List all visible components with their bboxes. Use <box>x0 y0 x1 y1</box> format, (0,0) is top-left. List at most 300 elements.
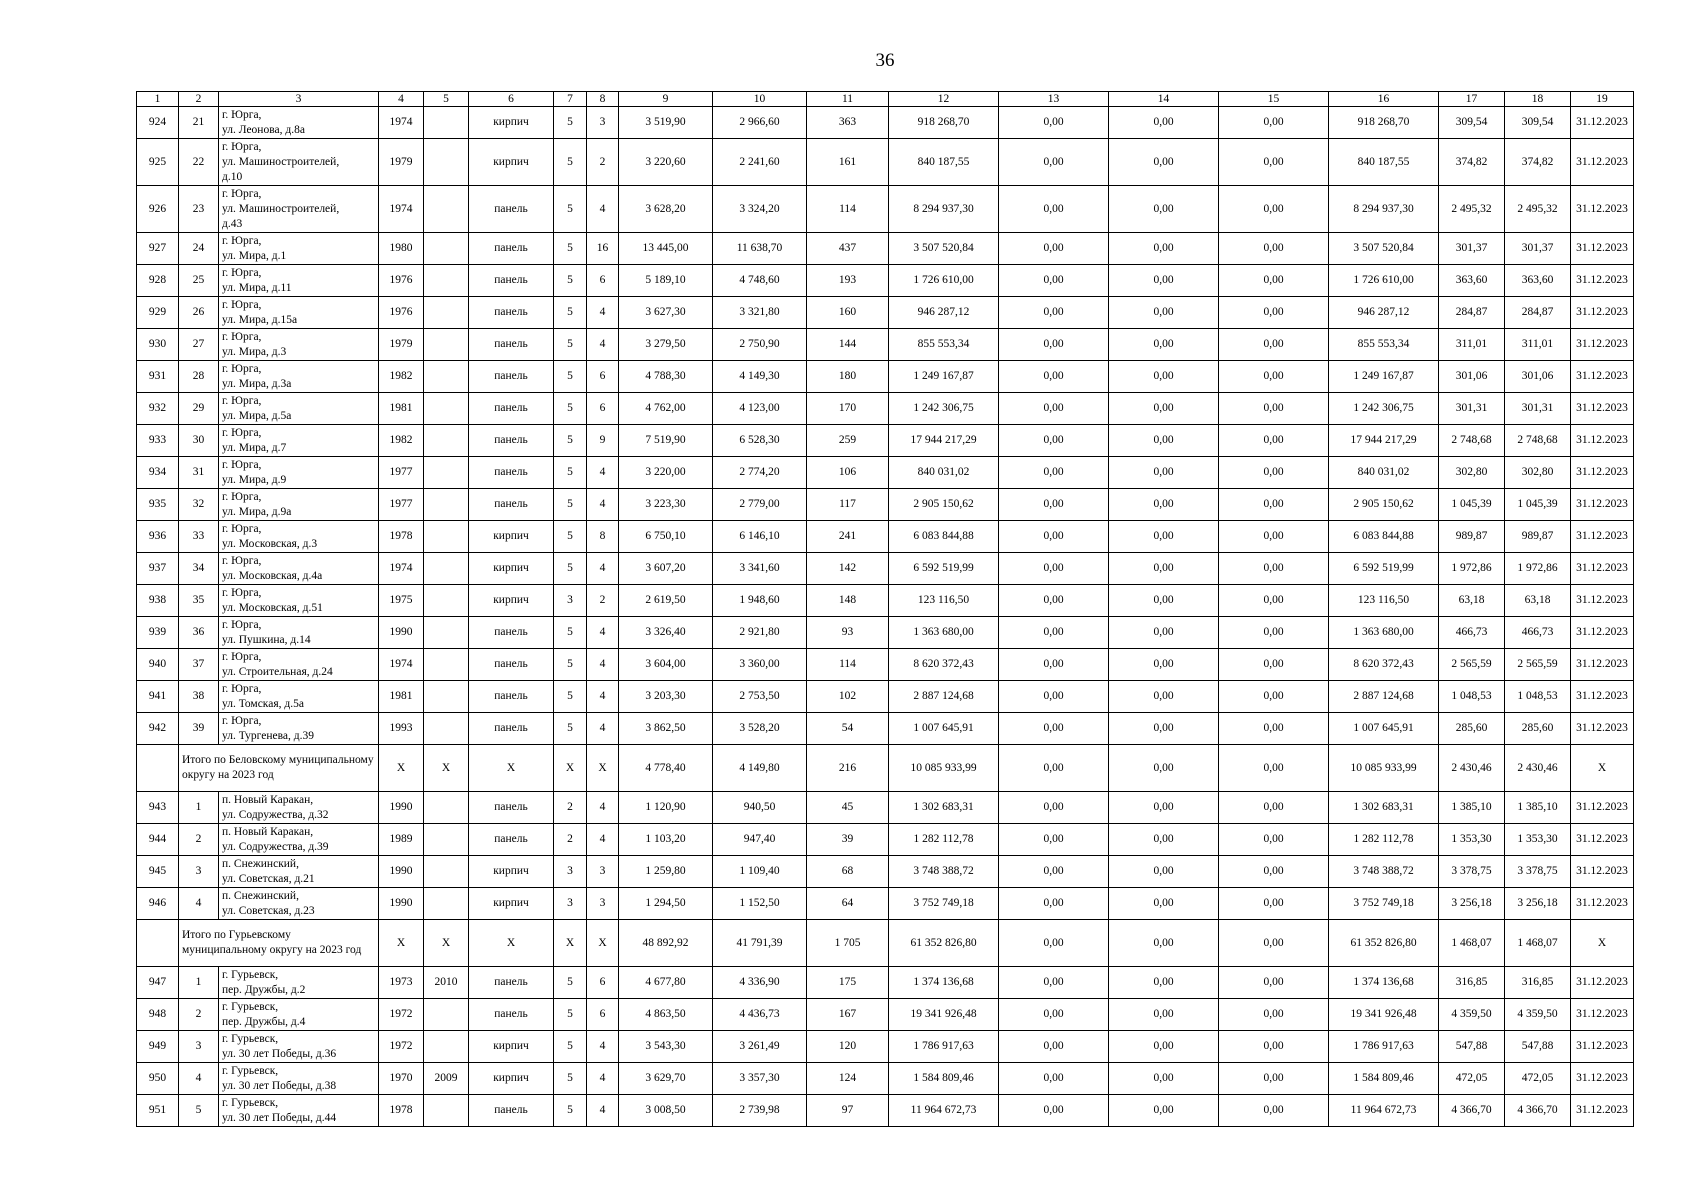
table-cell: 0,00 <box>999 329 1109 361</box>
table-cell <box>424 107 469 139</box>
table-cell: 123 116,50 <box>1329 585 1439 617</box>
table-cell: 31.12.2023 <box>1571 265 1634 297</box>
table-cell <box>424 617 469 649</box>
table-cell: панель <box>469 489 554 521</box>
table-cell: 3 261,49 <box>713 1031 807 1063</box>
table-cell: 142 <box>807 553 889 585</box>
table-cell: 0,00 <box>1219 186 1329 233</box>
table-cell: 5 <box>554 489 587 521</box>
table-cell: 1 242 306,75 <box>1329 393 1439 425</box>
table-row <box>137 489 1634 521</box>
table-cell: 4 436,73 <box>713 999 807 1031</box>
table-cell: 1 282 112,78 <box>889 824 999 856</box>
table-cell: 8 <box>587 521 619 553</box>
table-cell: 4 <box>179 1063 219 1095</box>
table-cell: 0,00 <box>1109 1095 1219 1127</box>
table-cell: 1974 <box>379 553 424 585</box>
table-row <box>137 186 1634 233</box>
table-cell: 7 519,90 <box>619 425 713 457</box>
table-cell: 0,00 <box>1109 329 1219 361</box>
table-cell: панель <box>469 649 554 681</box>
table-cell: 929 <box>137 297 179 329</box>
table-cell: 949 <box>137 1031 179 1063</box>
table-cell <box>424 425 469 457</box>
table-cell: 2 <box>554 824 587 856</box>
address-cell: г. Юрга, ул. Мира, д.1 <box>219 233 379 265</box>
table-cell: 2 887 124,68 <box>889 681 999 713</box>
table-cell: 4 788,30 <box>619 361 713 393</box>
address-cell: г. Юрга, ул. Мира, д.15а <box>219 297 379 329</box>
table-cell <box>424 792 469 824</box>
table-cell: 26 <box>179 297 219 329</box>
table-cell: 0,00 <box>1109 553 1219 585</box>
table-cell: 1 726 610,00 <box>889 265 999 297</box>
table-cell: 311,01 <box>1439 329 1505 361</box>
table-cell: 3 629,70 <box>619 1063 713 1095</box>
table-cell: 0,00 <box>1109 585 1219 617</box>
table-cell: 5 <box>554 681 587 713</box>
table-row <box>137 585 1634 617</box>
table-cell: 301,06 <box>1505 361 1571 393</box>
table-cell: 28 <box>179 361 219 393</box>
table-cell: 936 <box>137 521 179 553</box>
table-cell: 38 <box>179 681 219 713</box>
table-cell: 1982 <box>379 361 424 393</box>
table-cell <box>424 888 469 920</box>
table-cell: 0,00 <box>999 824 1109 856</box>
table-cell: 0,00 <box>1219 297 1329 329</box>
address-cell: г. Юрга, ул. Московская, д.51 <box>219 585 379 617</box>
table-cell: 855 553,34 <box>889 329 999 361</box>
table-cell: 4 748,60 <box>713 265 807 297</box>
total-row <box>137 920 1634 967</box>
table-cell: 37 <box>179 649 219 681</box>
page-number: 36 <box>875 50 895 71</box>
table-cell: 2 921,80 <box>713 617 807 649</box>
table-cell: 0,00 <box>999 265 1109 297</box>
table-cell: 946 287,12 <box>1329 297 1439 329</box>
table-cell: 939 <box>137 617 179 649</box>
table-cell: X <box>469 745 554 792</box>
table-cell: 8 620 372,43 <box>889 649 999 681</box>
table-cell: панель <box>469 233 554 265</box>
table-row <box>137 967 1634 999</box>
table-cell: 374,82 <box>1505 139 1571 186</box>
table-cell: 3 <box>554 585 587 617</box>
table-cell: 3 752 749,18 <box>889 888 999 920</box>
table-cell <box>424 265 469 297</box>
table-cell: 2 <box>587 139 619 186</box>
table-cell: 989,87 <box>1439 521 1505 553</box>
table-cell: X <box>1571 920 1634 967</box>
address-cell: п. Новый Каракан, ул. Содружества, д.32 <box>219 792 379 824</box>
table-cell: 5 <box>554 233 587 265</box>
table-cell: 11 964 672,73 <box>889 1095 999 1127</box>
address-cell: г. Гурьевск, ул. 30 лет Победы, д.36 <box>219 1031 379 1063</box>
address-cell: г. Гурьевск, пер. Дружбы, д.2 <box>219 967 379 999</box>
table-cell: 0,00 <box>1109 361 1219 393</box>
table-cell: 284,87 <box>1439 297 1505 329</box>
table-cell: 0,00 <box>999 999 1109 1031</box>
table-cell: 4 149,30 <box>713 361 807 393</box>
table-cell: 927 <box>137 233 179 265</box>
table-cell: 0,00 <box>999 457 1109 489</box>
table-cell: 0,00 <box>999 489 1109 521</box>
table-cell: 1 302 683,31 <box>1329 792 1439 824</box>
table-cell: 840 187,55 <box>889 139 999 186</box>
table-cell: X <box>587 745 619 792</box>
table-cell: 301,37 <box>1439 233 1505 265</box>
address-cell: г. Юрга, ул. Машиностроителей, д.10 <box>219 139 379 186</box>
table-cell: 0,00 <box>1109 617 1219 649</box>
table-cell: 5 <box>554 361 587 393</box>
table-cell: 4 336,90 <box>713 967 807 999</box>
table-cell: панель <box>469 617 554 649</box>
total-label: Итого по Гурьевскому муниципальному округу на 2023 год <box>179 920 379 967</box>
table-cell: 0,00 <box>1109 745 1219 792</box>
table-cell: 1 045,39 <box>1505 489 1571 521</box>
table-cell: 3 326,40 <box>619 617 713 649</box>
table-cell: 937 <box>137 553 179 585</box>
table-cell: 1974 <box>379 649 424 681</box>
table-cell: 4 <box>587 489 619 521</box>
table-cell: 0,00 <box>1219 713 1329 745</box>
table-cell: 1 385,10 <box>1439 792 1505 824</box>
table-cell: 1974 <box>379 186 424 233</box>
column-header: 14 <box>1109 92 1219 107</box>
table-cell: 928 <box>137 265 179 297</box>
table-cell: 31.12.2023 <box>1571 1031 1634 1063</box>
table-cell: 1 468,07 <box>1505 920 1571 967</box>
table-cell: 0,00 <box>999 888 1109 920</box>
table-cell: 4 359,50 <box>1505 999 1571 1031</box>
table-cell: 1 045,39 <box>1439 489 1505 521</box>
table-cell: 1 726 610,00 <box>1329 265 1439 297</box>
table-cell: 3 223,30 <box>619 489 713 521</box>
table-cell: 3 528,20 <box>713 713 807 745</box>
table-cell: панель <box>469 967 554 999</box>
table-cell: 5 <box>554 1031 587 1063</box>
table-cell: 1993 <box>379 713 424 745</box>
table-row <box>137 713 1634 745</box>
table-cell: панель <box>469 824 554 856</box>
table-cell: 2 <box>179 999 219 1031</box>
table-cell: 2 430,46 <box>1439 745 1505 792</box>
table-cell: 35 <box>179 585 219 617</box>
table-cell: 946 <box>137 888 179 920</box>
table-row <box>137 681 1634 713</box>
table-row <box>137 107 1634 139</box>
table-cell: 1 <box>179 792 219 824</box>
table-cell: 17 944 217,29 <box>1329 425 1439 457</box>
table-cell: 0,00 <box>1109 186 1219 233</box>
table-cell: 0,00 <box>1219 393 1329 425</box>
table-cell: 0,00 <box>999 1095 1109 1127</box>
table-cell: 1 007 645,91 <box>889 713 999 745</box>
table-cell: X <box>554 745 587 792</box>
table-cell: панель <box>469 792 554 824</box>
table-cell: 1976 <box>379 265 424 297</box>
table-cell: 5 <box>554 521 587 553</box>
table-cell: 0,00 <box>999 393 1109 425</box>
table-cell: 5 <box>554 1095 587 1127</box>
table-cell: 2 748,68 <box>1439 425 1505 457</box>
table-cell: 1 786 917,63 <box>1329 1031 1439 1063</box>
table-cell <box>424 1031 469 1063</box>
table-cell: 302,80 <box>1505 457 1571 489</box>
column-header: 6 <box>469 92 554 107</box>
table-cell: 940 <box>137 649 179 681</box>
table-cell: 0,00 <box>1219 553 1329 585</box>
table-cell: 0,00 <box>1219 585 1329 617</box>
total-label: Итого по Беловскому муниципальному округу на 2023 год <box>179 745 379 792</box>
table-cell: 0,00 <box>1109 967 1219 999</box>
table-cell: 0,00 <box>1109 792 1219 824</box>
table-cell: 0,00 <box>1109 425 1219 457</box>
table-cell: 1990 <box>379 856 424 888</box>
table-cell: 0,00 <box>999 792 1109 824</box>
table-cell <box>424 186 469 233</box>
table-cell: 6 083 844,88 <box>1329 521 1439 553</box>
table-cell: 3 357,30 <box>713 1063 807 1095</box>
table-cell: 0,00 <box>999 617 1109 649</box>
table-cell: 941 <box>137 681 179 713</box>
table-cell: кирпич <box>469 553 554 585</box>
total-row <box>137 745 1634 792</box>
table-cell: 24 <box>179 233 219 265</box>
table-cell: 437 <box>807 233 889 265</box>
table-cell <box>424 139 469 186</box>
table-cell: 180 <box>807 361 889 393</box>
table-cell: 6 <box>587 361 619 393</box>
table-cell: 0,00 <box>1219 139 1329 186</box>
table-cell: 1 249 167,87 <box>889 361 999 393</box>
table-cell: 1 972,86 <box>1439 553 1505 585</box>
column-header: 11 <box>807 92 889 107</box>
table-cell: 0,00 <box>1109 1063 1219 1095</box>
table-cell: 102 <box>807 681 889 713</box>
table-cell: 0,00 <box>999 920 1109 967</box>
table-cell: 0,00 <box>1109 999 1219 1031</box>
table-cell: 31.12.2023 <box>1571 585 1634 617</box>
table-cell: 30 <box>179 425 219 457</box>
table-cell: 924 <box>137 107 179 139</box>
table-cell: 0,00 <box>1219 856 1329 888</box>
column-header: 1 <box>137 92 179 107</box>
table-cell: 472,05 <box>1439 1063 1505 1095</box>
table-cell: 31 <box>179 457 219 489</box>
table-cell: 3 543,30 <box>619 1031 713 1063</box>
table-cell: 4 <box>587 824 619 856</box>
table-cell: 4 <box>587 617 619 649</box>
table-cell: 21 <box>179 107 219 139</box>
table-cell: 23 <box>179 186 219 233</box>
table-cell: 1990 <box>379 617 424 649</box>
table-cell: 4 <box>587 457 619 489</box>
column-header: 13 <box>999 92 1109 107</box>
table-cell: 3 378,75 <box>1505 856 1571 888</box>
table-cell: 1989 <box>379 824 424 856</box>
table-cell: 1 705 <box>807 920 889 967</box>
table-cell: 3 752 749,18 <box>1329 888 1439 920</box>
table-cell: 6 592 519,99 <box>889 553 999 585</box>
table-cell: 3 <box>554 888 587 920</box>
table-cell: 148 <box>807 585 889 617</box>
table-cell: 3 748 388,72 <box>889 856 999 888</box>
table-cell: 93 <box>807 617 889 649</box>
table-cell <box>424 713 469 745</box>
table-cell: 942 <box>137 713 179 745</box>
table-cell: 4 <box>587 713 619 745</box>
table-cell: 1 120,90 <box>619 792 713 824</box>
table-cell: 0,00 <box>1109 297 1219 329</box>
table-cell: 5 <box>554 265 587 297</box>
table-cell: 1 294,50 <box>619 888 713 920</box>
table-cell <box>424 361 469 393</box>
table-cell: 2 748,68 <box>1505 425 1571 457</box>
table-cell: 5 <box>554 139 587 186</box>
table-cell: панель <box>469 393 554 425</box>
table-cell: 5 <box>554 329 587 361</box>
address-cell: г. Юрга, ул. Строительная, д.24 <box>219 649 379 681</box>
table-cell: 374,82 <box>1439 139 1505 186</box>
table-cell: 3 748 388,72 <box>1329 856 1439 888</box>
table-cell: X <box>554 920 587 967</box>
table-cell <box>424 553 469 585</box>
table-cell: панель <box>469 457 554 489</box>
table-cell: 5 <box>554 186 587 233</box>
table-cell: 19 341 926,48 <box>1329 999 1439 1031</box>
table-cell: 216 <box>807 745 889 792</box>
table-cell: 0,00 <box>999 361 1109 393</box>
table-cell: 0,00 <box>1109 649 1219 681</box>
address-cell: г. Юрга, ул. Томская, д.5а <box>219 681 379 713</box>
header-row <box>137 92 1634 107</box>
table-cell: 259 <box>807 425 889 457</box>
table-cell: 6 528,30 <box>713 425 807 457</box>
table-cell: 0,00 <box>999 856 1109 888</box>
table-cell: 25 <box>179 265 219 297</box>
table-cell: 29 <box>179 393 219 425</box>
table-cell: 3 628,20 <box>619 186 713 233</box>
table-cell: 34 <box>179 553 219 585</box>
table-cell: 0,00 <box>1109 393 1219 425</box>
table-cell: кирпич <box>469 1031 554 1063</box>
table-cell: 2 <box>587 585 619 617</box>
table-cell: 193 <box>807 265 889 297</box>
table-cell: 363 <box>807 107 889 139</box>
table-cell: 6 <box>587 393 619 425</box>
table-cell: 951 <box>137 1095 179 1127</box>
table-cell: 6 146,10 <box>713 521 807 553</box>
table-cell: 31.12.2023 <box>1571 553 1634 585</box>
table-cell: 0,00 <box>1219 1095 1329 1127</box>
table-cell: 1977 <box>379 457 424 489</box>
table-cell: 31.12.2023 <box>1571 999 1634 1031</box>
table-cell: 2 241,60 <box>713 139 807 186</box>
table-cell <box>424 824 469 856</box>
table-cell: 3 324,20 <box>713 186 807 233</box>
table-row <box>137 139 1634 186</box>
table-cell: 4 778,40 <box>619 745 713 792</box>
table-cell: 3 <box>587 856 619 888</box>
table-cell: 4 677,80 <box>619 967 713 999</box>
column-header: 18 <box>1505 92 1571 107</box>
table-cell <box>424 521 469 553</box>
table-cell: 97 <box>807 1095 889 1127</box>
table-cell: панель <box>469 999 554 1031</box>
table-cell: 0,00 <box>999 297 1109 329</box>
table-cell: панель <box>469 265 554 297</box>
table-cell: 4 123,00 <box>713 393 807 425</box>
table-cell: X <box>379 745 424 792</box>
table-cell: 124 <box>807 1063 889 1095</box>
table-cell: 0,00 <box>1219 329 1329 361</box>
table-cell: 1 152,50 <box>713 888 807 920</box>
table-cell: 0,00 <box>999 649 1109 681</box>
address-cell: г. Юрга, ул. Леонова, д.8а <box>219 107 379 139</box>
table-cell: 31.12.2023 <box>1571 1063 1634 1095</box>
table-cell <box>424 999 469 1031</box>
table-cell: 930 <box>137 329 179 361</box>
column-header: 7 <box>554 92 587 107</box>
table-cell: 54 <box>807 713 889 745</box>
table-cell: 2 905 150,62 <box>1329 489 1439 521</box>
table-cell: 114 <box>807 186 889 233</box>
table-row <box>137 856 1634 888</box>
table-cell: 61 352 826,80 <box>889 920 999 967</box>
table-cell: 31.12.2023 <box>1571 186 1634 233</box>
column-header: 8 <box>587 92 619 107</box>
table-cell: 5 <box>554 297 587 329</box>
table-cell: 175 <box>807 967 889 999</box>
table-cell: 31.12.2023 <box>1571 967 1634 999</box>
table-cell: 1 048,53 <box>1505 681 1571 713</box>
table-cell: 3 360,00 <box>713 649 807 681</box>
table-cell: 547,88 <box>1439 1031 1505 1063</box>
address-cell: п. Новый Каракан, ул. Содружества, д.39 <box>219 824 379 856</box>
table-cell: 1990 <box>379 888 424 920</box>
table-cell: 0,00 <box>1219 521 1329 553</box>
table-cell: 925 <box>137 139 179 186</box>
table-cell: 0,00 <box>1219 681 1329 713</box>
column-header: 5 <box>424 92 469 107</box>
table-cell <box>424 1095 469 1127</box>
table-cell: 0,00 <box>1109 888 1219 920</box>
table-cell: 48 892,92 <box>619 920 713 967</box>
column-header: 19 <box>1571 92 1634 107</box>
table-cell: 466,73 <box>1505 617 1571 649</box>
table-cell: 0,00 <box>1109 1031 1219 1063</box>
table-cell: 6 592 519,99 <box>1329 553 1439 585</box>
table-cell: 6 <box>587 967 619 999</box>
table-cell: 5 <box>554 107 587 139</box>
table-cell: 946 287,12 <box>889 297 999 329</box>
table-cell: 36 <box>179 617 219 649</box>
table-cell: 947 <box>137 967 179 999</box>
table-cell: 0,00 <box>1109 233 1219 265</box>
table-cell: 363,60 <box>1505 265 1571 297</box>
table-cell: 1 353,30 <box>1439 824 1505 856</box>
table-cell: 31.12.2023 <box>1571 233 1634 265</box>
table-cell: 1978 <box>379 1095 424 1127</box>
table-cell: 1 242 306,75 <box>889 393 999 425</box>
address-cell: г. Юрга, ул. Мира, д.5а <box>219 393 379 425</box>
table-cell: 840 187,55 <box>1329 139 1439 186</box>
table-cell: 3 220,60 <box>619 139 713 186</box>
table-cell: 2 565,59 <box>1505 649 1571 681</box>
table-cell: 0,00 <box>999 186 1109 233</box>
